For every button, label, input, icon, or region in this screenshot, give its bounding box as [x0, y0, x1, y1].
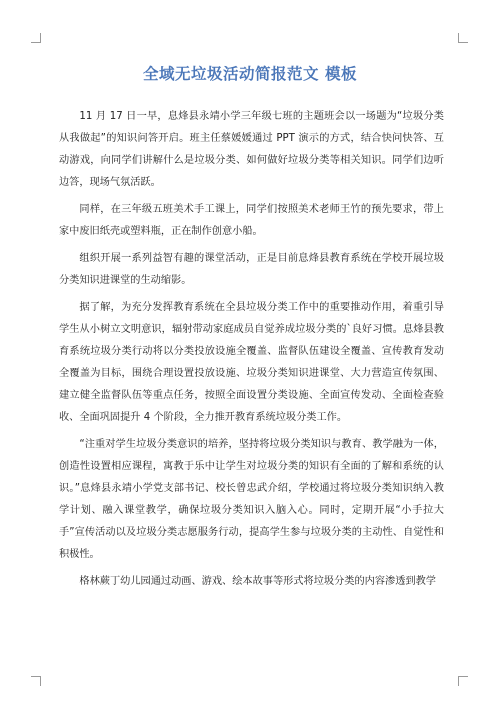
paragraph-2: 同样，在三年级五班美术手工课上，同学们按照美术老师王竹的预先要求，带上家中废旧纸壳或塑料瓶，正在制作创意小船。 [59, 204, 444, 237]
crop-mark-bottom-right [458, 676, 468, 686]
document-title: 全域无垃圾活动简报范文 模板 [143, 65, 357, 83]
paragraph-4: 据了解，为充分发挥教育系统在全县垃圾分类工作中的重要推动作用，着重引导学生从小树立文明意识，辐射带动家庭成员自觉养成垃圾分类的`良好习惯。息烽县教育系统垃圾分类行动将以分类投放设施全覆盖、监督队伍建设全覆盖、宣传教育发动全覆盖为目标，围绕合理设置投放设施、垃圾分类知识进课堂、大力营造宣传氛围、建立健全监督队伍等重点任务，按照全面设置分类设施、全面宣传发动、全面检查验收、全面巩固提升 4 个阶段，全力推开教育系统垃圾分类工作。 [59, 302, 444, 423]
paragraph-1: 11 月 17 日一早，息烽县永靖小学三年级七班的主题班会以一场题为“垃圾分类从我做起”的知识问答开启。班主任蔡媛媛通过 PPT 演示的方式，结合快问快答、互动游戏，向同学们讲解什么是垃圾分类、如何做好垃圾分类等相关知识。同学们边听边答，现场气氛活跃。 [59, 111, 444, 188]
paragraph-6: 格林蕨丁幼儿园通过动画、游戏、绘本故事等形式将垃圾分类的内容渗透到教学 [79, 576, 436, 587]
crop-mark-top-left [31, 33, 41, 43]
crop-mark-bottom-left [31, 676, 41, 686]
document-body [59, 106, 444, 686]
paragraph-5: “注重对学生垃圾分类意识的培养，坚持将垃圾分类知识与教育、教学融为一体，创造性设置相应课程，寓教于乐中让学生对垃圾分类的知识有全面的了解和系统的认识。”息烽县永靖小学党支部书记、校长曾忠武介绍，学校通过将垃圾分类知识纳入教学计划、融入课堂教学，确保垃圾分类知识入脑入心。同时，定期开展“小手拉大手”宣传活动以及垃圾分类志愿服务行动，提高学生参与垃圾分类的主动性、自觉性和积极性。 [59, 439, 444, 560]
crop-mark-top-right [458, 33, 468, 43]
paragraph-3: 组织开展一系列益智有趣的课堂活动，正是目前息烽县教育系统在学校开展垃圾分类知识进课堂的生动缩影。 [59, 253, 444, 286]
